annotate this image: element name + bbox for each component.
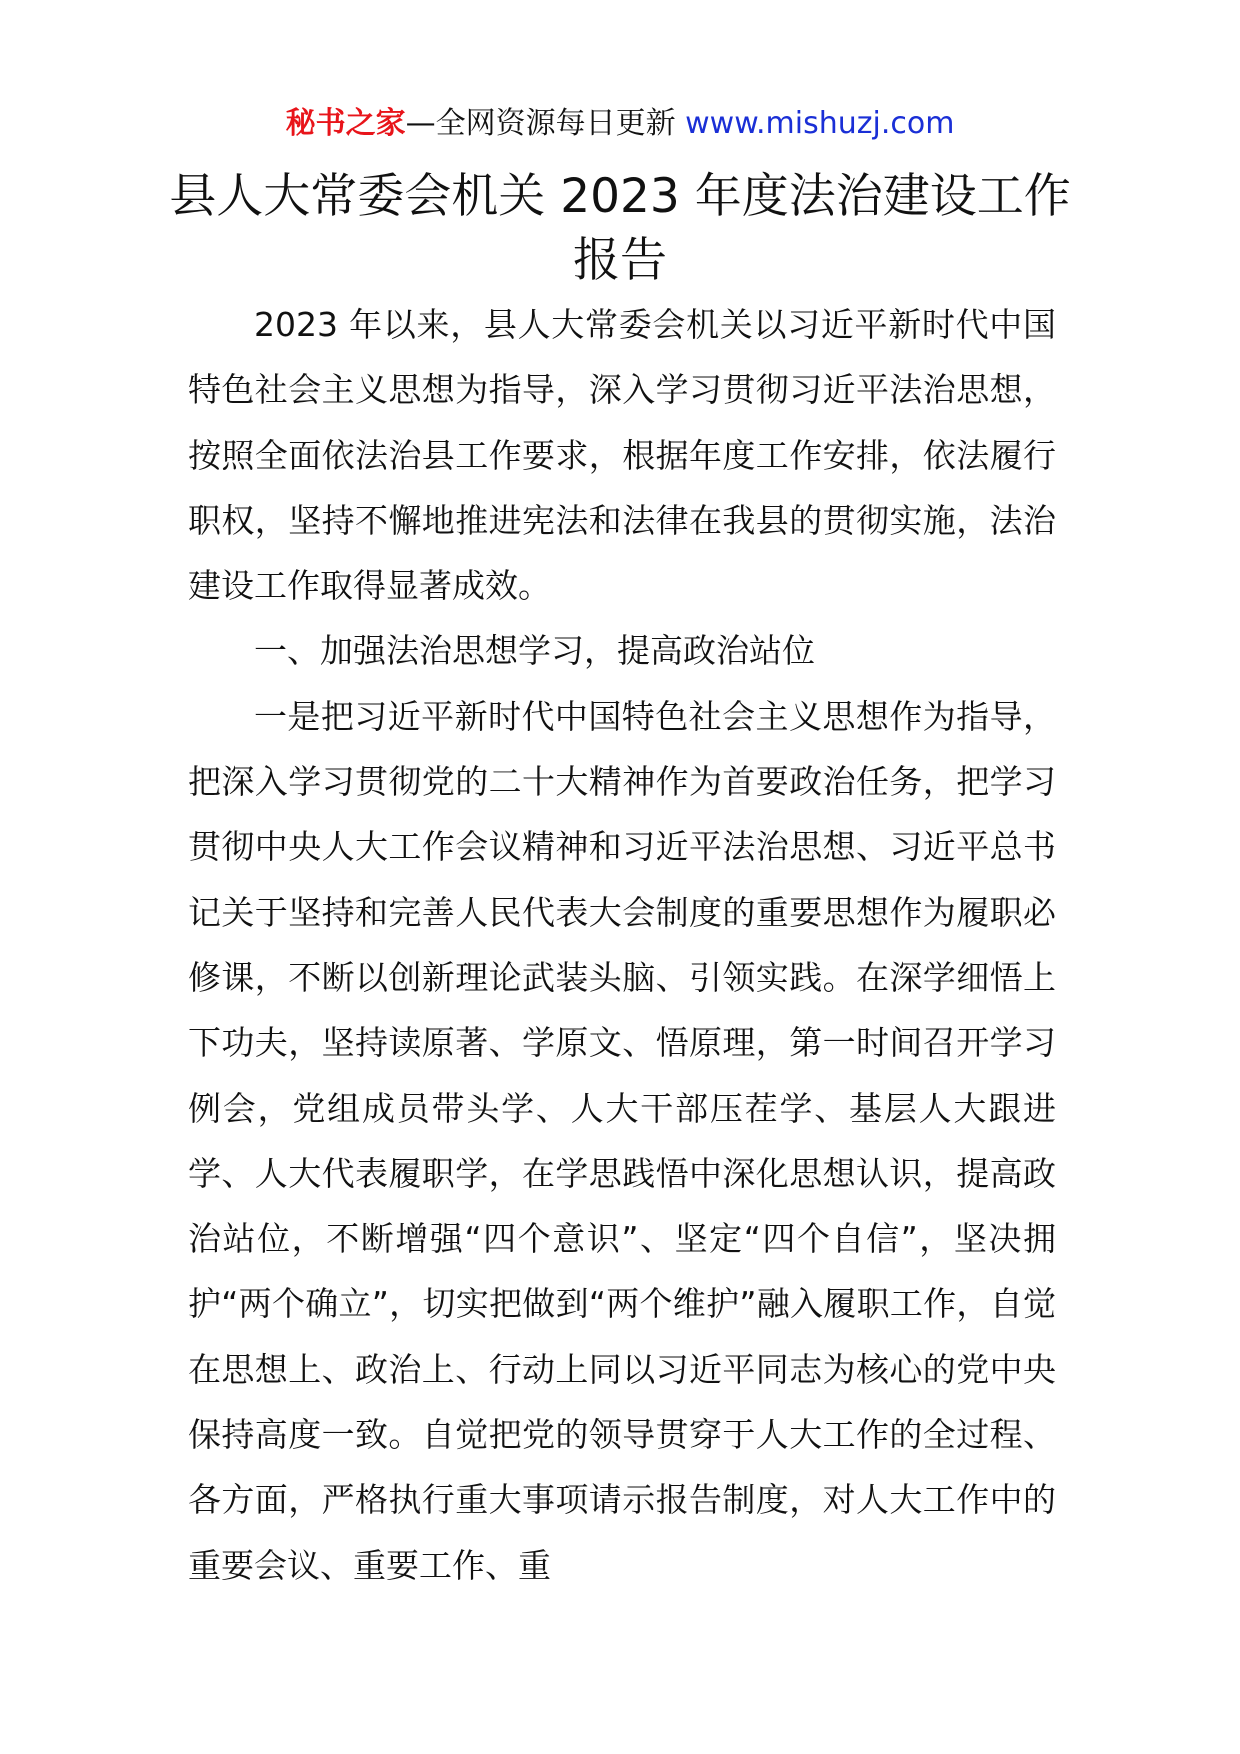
body-paragraph: 一是把习近平新时代中国特色社会主义思想作为指导，把深入学习贯彻党的二十大精神作为首要政治任务，把学习贯彻中央人大工作会议精神和习近平法治思想、习近平总书记关于坚持和完善人民代表大会制度的重要思想作为履职必修课，不断以创新理论武装头脑、引领实践。在深学细悟上下功夫，坚持读原著、学原文、悟原理，第一时间召开学习例会，党组成员带头学、人大干部压茬学、基层人大跟进学、人大代表履职学，在学思践悟中深化思想认识，提高政治站位，不断增强“四个意识”、坚定“四个自信”，坚决拥护“两个确立”，切实把做到“两个维护”融入履职工作，自觉在思想上、政治上、行动上同以习近平同志为核心的党中央保持高度一致。自觉把党的领导贯穿于人大工作的全过程、各方面，严格执行重大事项请示报告制度，对人大工作中的重要会议、重要工作、重 [188,696,1056,1585]
site-brand: 秘书之家 [285,106,406,141]
site-banner [0,104,1240,144]
document-body [188,292,1056,1598]
section-heading: 一、加强法治思想学习，提高政治站位 [254,631,815,671]
intro-paragraph: 2023 年以来，县人大常委会机关以习近平新时代中国特色社会主义思想为指导，深入学习贯彻习近平法治思想，按照全面依法治县工作要求，根据年度工作安排，依法履行职权，坚持不懈地推进宪法和法律在我县的贯彻实施，法治建设工作取得显著成效。 [188,305,1056,606]
document-title: 县人大常委会机关 2023 年度法治建设工作报告 [169,169,1071,288]
site-slogan: —全网资源每日更新 [405,106,676,141]
site-url-link[interactable]: www.mishuzj.com [685,106,955,141]
